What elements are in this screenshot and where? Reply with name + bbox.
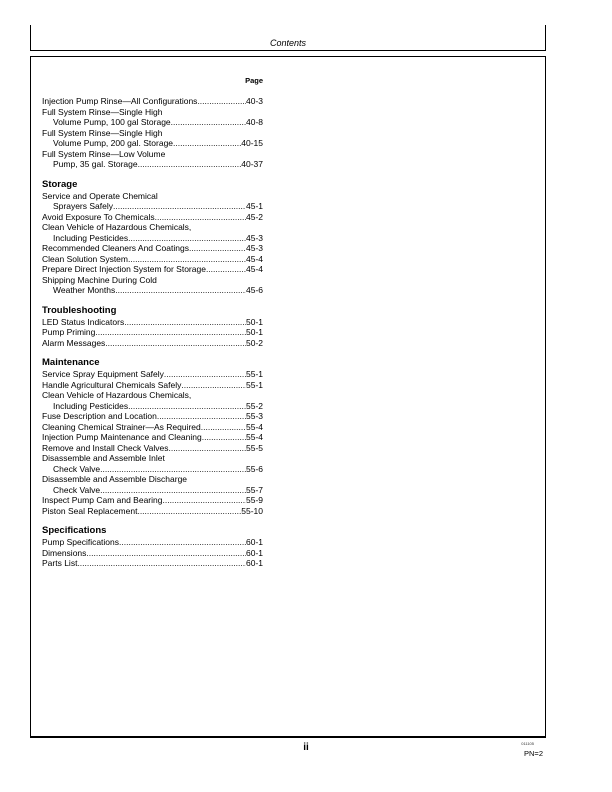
toc-entry[interactable] bbox=[42, 107, 263, 128]
toc-entry-title: Check Valve bbox=[53, 463, 101, 474]
toc-entry[interactable] bbox=[42, 443, 263, 454]
toc-entry-title: Alarm Messages bbox=[42, 337, 106, 348]
dot-leader bbox=[164, 369, 246, 380]
toc-entry-page: 40-3 bbox=[245, 96, 263, 106]
toc-entry-title: Remove and Install Check Valves bbox=[42, 442, 169, 453]
toc-entry-page: 45-1 bbox=[245, 201, 263, 211]
dot-leader bbox=[202, 432, 246, 443]
toc-section bbox=[42, 525, 263, 569]
toc-entry-page: 45-3 bbox=[245, 232, 263, 243]
toc-entry-page: 55-1 bbox=[245, 379, 263, 390]
toc-entry-page: 55-6 bbox=[245, 463, 263, 474]
dot-leader bbox=[128, 401, 246, 412]
toc-entry-page: 50-1 bbox=[245, 327, 263, 337]
toc-entry-title: Full System Rinse—Single High bbox=[42, 106, 163, 117]
dot-leader bbox=[137, 506, 241, 517]
toc-entry[interactable] bbox=[42, 380, 263, 391]
toc-entry-page: 50-1 bbox=[245, 316, 263, 327]
toc-entry[interactable] bbox=[42, 537, 263, 548]
dot-leader bbox=[128, 254, 246, 265]
toc-entry-title: Recommended Cleaners And Coatings bbox=[42, 243, 189, 253]
toc-entry-page: 55-1 bbox=[245, 369, 263, 379]
toc-entry-title: Inspect Pump Cam and Bearing bbox=[42, 495, 163, 505]
section-heading: Maintenance bbox=[42, 357, 100, 368]
toc-entry-page: 45-4 bbox=[245, 253, 263, 264]
toc-entry-page: 50-2 bbox=[245, 337, 263, 348]
toc-entry[interactable] bbox=[42, 243, 263, 254]
toc-entry[interactable] bbox=[42, 495, 263, 506]
toc-entry[interactable] bbox=[42, 264, 263, 275]
toc-entry-page: 45-2 bbox=[245, 211, 263, 222]
dot-leader bbox=[77, 558, 246, 569]
toc-entry-title: Weather Months bbox=[53, 285, 116, 295]
toc-entry-title: Clean Solution System bbox=[42, 253, 128, 264]
dot-leader bbox=[155, 212, 246, 223]
dot-leader bbox=[100, 464, 246, 475]
toc-entry[interactable] bbox=[42, 432, 263, 443]
dot-leader bbox=[168, 443, 246, 454]
toc-entry[interactable] bbox=[42, 369, 263, 380]
toc-intro-entries bbox=[42, 96, 263, 170]
toc-entry-title: Avoid Exposure To Chemicals bbox=[42, 211, 155, 222]
toc-section bbox=[42, 305, 263, 349]
document-code: 011105 bbox=[521, 741, 534, 746]
toc-section bbox=[42, 357, 263, 516]
toc-entry[interactable] bbox=[42, 474, 263, 495]
toc-entry-page: 55-2 bbox=[245, 400, 263, 411]
toc-entry-page: 60-1 bbox=[245, 558, 263, 568]
section-heading: Storage bbox=[42, 178, 78, 190]
toc-section bbox=[42, 179, 263, 296]
toc-entry-title: Injection Pump Maintenance and Cleaning bbox=[42, 432, 202, 442]
toc-entry-title: Clean Vehicle of Hazardous Chemicals, bbox=[42, 222, 192, 232]
toc-entry-title: Prepare Direct Injection System for Storage bbox=[42, 264, 206, 274]
dot-leader bbox=[171, 117, 246, 128]
toc-entry-title: Pump, 35 gal. Storage bbox=[53, 159, 138, 169]
toc-entry-page: 40-15 bbox=[241, 138, 263, 148]
toc-entry-page: 55-10 bbox=[241, 505, 263, 516]
toc-entry-title: Cleaning Chemical Strainer—As Required bbox=[42, 421, 201, 432]
toc-entry-page: 40-37 bbox=[241, 159, 263, 169]
toc-entry[interactable] bbox=[42, 128, 263, 149]
dot-leader bbox=[181, 380, 246, 391]
toc-entry-page: 45-4 bbox=[245, 264, 263, 274]
toc-entry-page: 55-4 bbox=[245, 421, 263, 432]
toc-entry[interactable] bbox=[42, 317, 263, 328]
toc-entry-page: 60-1 bbox=[245, 547, 263, 558]
toc-entry-page: 55-7 bbox=[245, 484, 263, 495]
dot-leader bbox=[119, 537, 246, 548]
header-box bbox=[30, 25, 546, 51]
pn-label: PN=2 bbox=[524, 749, 543, 758]
dot-leader bbox=[113, 201, 246, 212]
dot-leader bbox=[206, 264, 246, 275]
toc-entry-title: Fuse Description and Location bbox=[42, 411, 157, 421]
table-of-contents bbox=[42, 76, 263, 569]
toc-entry-page: 55-5 bbox=[245, 442, 263, 453]
dot-leader bbox=[162, 495, 246, 506]
toc-entry-page: 45-3 bbox=[245, 243, 263, 253]
dot-leader bbox=[95, 327, 246, 338]
dot-leader bbox=[124, 317, 246, 328]
toc-entry-title: Clean Vehicle of Hazardous Chemicals, bbox=[42, 390, 192, 400]
dot-leader bbox=[157, 411, 246, 422]
toc-entry-title: Piston Seal Replacement bbox=[42, 505, 138, 516]
toc-entry-title: Injection Pump Rinse—All Configurations bbox=[42, 96, 198, 106]
toc-entry-title: Volume Pump, 200 gal. Storage bbox=[53, 138, 174, 148]
page-header-title: Contents bbox=[269, 38, 307, 48]
toc-entry[interactable] bbox=[42, 149, 263, 170]
toc-entry[interactable] bbox=[42, 422, 263, 433]
footer-rule bbox=[30, 737, 546, 738]
toc-entry-page: 40-8 bbox=[245, 117, 263, 127]
toc-entry-title: Disassemble and Assemble Discharge bbox=[42, 474, 188, 484]
dot-leader bbox=[105, 338, 246, 349]
dot-leader bbox=[100, 485, 246, 496]
toc-entry[interactable] bbox=[42, 222, 263, 243]
toc-entry-page: 60-1 bbox=[245, 537, 263, 547]
page-column-label: Page bbox=[245, 76, 263, 85]
toc-entry-title: Shipping Machine During Cold bbox=[42, 274, 157, 285]
toc-entry-page: 55-3 bbox=[245, 411, 263, 421]
toc-entry-title: LED Status Indicators bbox=[42, 316, 125, 327]
toc-entry[interactable] bbox=[42, 254, 263, 265]
toc-entry-page: 45-6 bbox=[245, 285, 263, 295]
toc-entry-page: 55-4 bbox=[245, 432, 263, 442]
page-number: ii bbox=[303, 742, 309, 753]
dot-leader bbox=[197, 96, 246, 107]
toc-entry-title: Including Pesticides bbox=[53, 400, 129, 411]
toc-entry-title: Service Spray Equipment Safely bbox=[42, 369, 164, 379]
toc-entry-page: 55-9 bbox=[245, 495, 263, 505]
section-heading: Specifications bbox=[42, 525, 107, 536]
dot-leader bbox=[173, 138, 241, 149]
toc-entry[interactable] bbox=[42, 212, 263, 223]
toc-entry[interactable] bbox=[42, 338, 263, 349]
toc-entry-title: Dimensions bbox=[42, 547, 87, 558]
dot-leader bbox=[115, 285, 246, 296]
toc-entry[interactable] bbox=[42, 327, 263, 338]
toc-entry[interactable] bbox=[42, 275, 263, 296]
dot-leader bbox=[189, 243, 246, 254]
toc-entry[interactable] bbox=[42, 548, 263, 559]
toc-entry-title: Pump Specifications bbox=[42, 537, 120, 547]
toc-entry[interactable] bbox=[42, 411, 263, 422]
toc-entry[interactable] bbox=[42, 558, 263, 569]
toc-entry-title: Check Valve bbox=[53, 484, 101, 495]
toc-entry[interactable] bbox=[42, 506, 263, 517]
toc-entry[interactable] bbox=[42, 390, 263, 411]
toc-entry-title: Sprayers Safely bbox=[53, 201, 113, 211]
toc-entry-title: Handle Agricultural Chemicals Safely bbox=[42, 379, 182, 390]
toc-entry-title: Disassemble and Assemble Inlet bbox=[42, 453, 165, 463]
toc-entry-title: Volume Pump, 100 gal Storage bbox=[53, 117, 171, 127]
toc-entry-title: Including Pesticides bbox=[53, 232, 129, 243]
toc-entry-title: Pump Priming bbox=[42, 327, 96, 337]
toc-entry-title: Parts List bbox=[42, 558, 78, 568]
toc-entry-title: Service and Operate Chemical bbox=[42, 190, 158, 201]
dot-leader bbox=[128, 233, 246, 244]
toc-entry-title: Full System Rinse—Single High bbox=[42, 127, 163, 138]
toc-entry[interactable] bbox=[42, 453, 263, 474]
toc-entry[interactable] bbox=[42, 96, 263, 107]
dot-leader bbox=[201, 422, 246, 433]
toc-sections bbox=[42, 179, 263, 569]
dot-leader bbox=[86, 548, 246, 559]
toc-entry[interactable] bbox=[42, 191, 263, 212]
toc-entry-title: Full System Rinse—Low Volume bbox=[42, 148, 166, 159]
dot-leader bbox=[138, 159, 242, 170]
section-heading: Troubleshooting bbox=[42, 304, 117, 316]
